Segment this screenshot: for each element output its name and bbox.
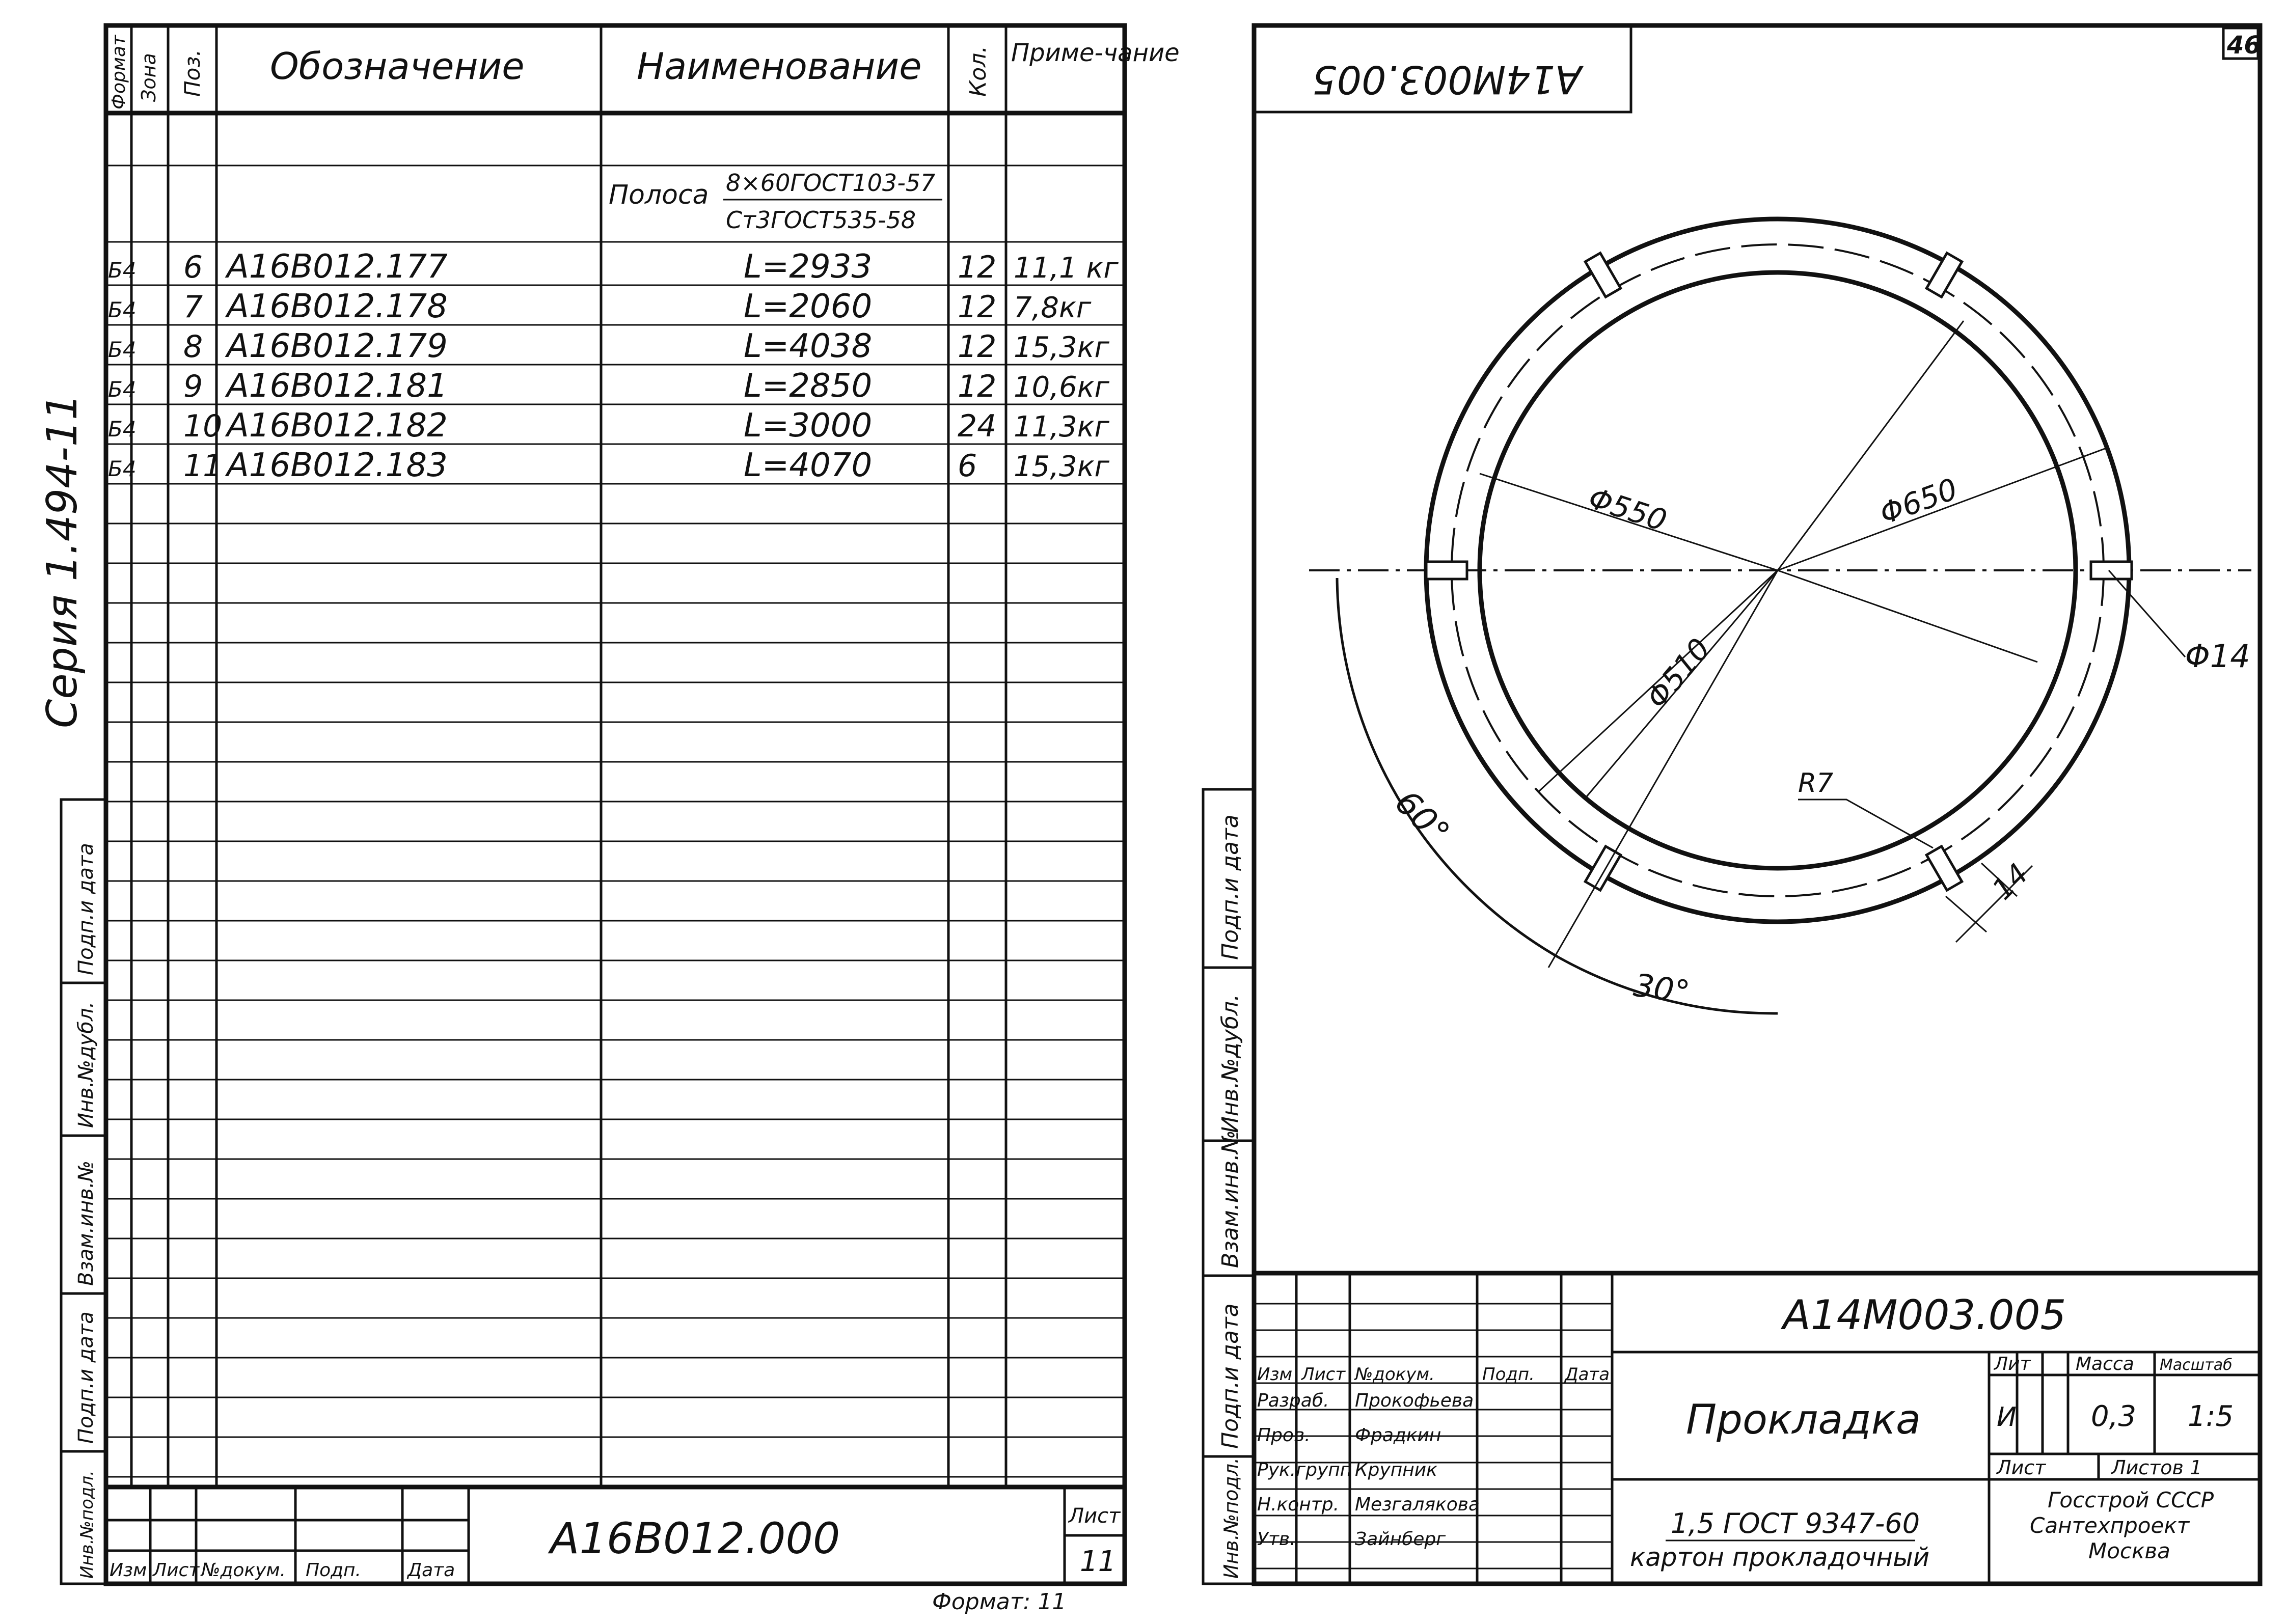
role-name: Крупник [1355,1460,1437,1480]
title-col-label: Дата [1565,1364,1610,1385]
header-pos: Поз. [180,49,205,97]
mass-value: 0,3 [2091,1400,2137,1433]
spec-cell-format: Б4 [108,337,137,362]
spec-cell-designation: А16В012.183 [227,447,448,484]
spec-rows [108,248,1119,484]
spec-cell-qty: 12 [958,289,997,325]
title-col-label: Изм [1257,1364,1293,1385]
spec-cell-format: Б4 [108,377,137,402]
title-col-label: №докум. [1355,1364,1435,1385]
material-denominator: Ст3ГОСТ535-58 [726,206,916,234]
spec-cell-pos: 9 [183,369,203,404]
left-title-block [106,1487,1125,1584]
spec-cell-note: 7,8кг [1014,291,1092,324]
title-col-label: Изм [110,1560,147,1581]
spec-cell-pos: 7 [183,289,203,325]
mirrored-code: А14М003.005 [1312,57,1582,102]
spec-cell-name: L=4038 [744,327,873,365]
right-side-stamp [1203,789,1254,1584]
role-name: Мезгалякова [1355,1494,1480,1515]
org-line: Сантехпроект [2030,1513,2190,1538]
spec-cell-name: L=4070 [744,447,873,484]
role-name: Прокофьева [1355,1390,1474,1411]
spec-cell-name: L=2850 [744,367,873,405]
spec-cell-note: 15,3кг [1014,331,1109,364]
spec-cell-pos: 8 [183,329,203,365]
arc-60 [1337,578,1559,957]
org-line: Госстрой СССР [2048,1488,2214,1512]
spec-cell-qty: 12 [958,329,997,365]
left-doc-number: А16В012.000 [550,1513,840,1563]
dim-14: 14 [1985,857,2035,906]
left-side-stamp [61,800,106,1584]
material-line-2: картон прокладочный [1630,1543,1930,1572]
dim-d14: Φ14 [2185,638,2250,675]
spec-cell-note: 10,6кг [1014,371,1109,404]
dim-14-ext [1946,896,1986,932]
side-stamp-label: Подп.и дата [1217,814,1243,960]
title-col-label: Дата [407,1560,455,1581]
material-cell [609,169,942,234]
title-col-label: №докум. [201,1560,286,1581]
spec-header [108,35,1180,109]
sheets-label: Листов 1 [2111,1456,2202,1479]
scale-value: 1:5 [2188,1400,2234,1433]
sheet-label: Лист [1997,1456,2046,1479]
spec-cell-designation: А16В012.178 [227,288,448,325]
spec-cell-pos: 11 [183,448,223,484]
spec-cell-qty: 12 [958,250,997,285]
spec-cell-format: Б4 [108,297,137,322]
spec-cell-designation: А16В012.177 [227,248,448,286]
header-name: Наименование [637,45,922,88]
side-stamp-label: Инв.№подл. [1220,1457,1242,1579]
spec-cell-note: 11,1 кг [1014,252,1119,285]
slots [1426,253,2132,890]
side-stamp-label: Взам.инв.№ [74,1160,98,1286]
scale-label: Масштаб [2160,1356,2233,1374]
role-label: Н.контр. [1257,1494,1340,1515]
material-prefix: Полоса [609,180,709,210]
header-qty: Кол. [965,45,991,97]
header-zone: Зона [138,53,160,102]
lit-label: Лит [1994,1354,2031,1374]
leader-r7 [1798,800,1933,848]
spec-cell-designation: А16В012.181 [227,367,448,405]
org-line: Москва [2088,1538,2170,1563]
side-stamp-label: Взам.инв.№ [1217,1130,1243,1268]
side-stamp-label: Подп.и дата [74,843,98,975]
dim-angle-30: 30° [1631,966,1692,1011]
page-number: 46 [2227,31,2261,60]
spec-cell-name: L=2933 [744,248,873,286]
spec-cell-format: Б4 [108,258,137,283]
leader-ext [1778,321,1964,570]
title-col-label: Подп. [306,1560,361,1581]
role-label: Разраб. [1257,1390,1329,1411]
side-stamp-label: Инв.№подл. [77,1470,97,1579]
side-stamp-label: Подп.и дата [74,1311,98,1444]
spec-cell-qty: 6 [958,448,977,484]
material-line-1: 1,5 ГОСТ 9347-60 [1671,1507,1920,1539]
gasket-drawing [1309,219,2251,1013]
role-label: Рук.групп [1257,1460,1352,1480]
spec-cell-qty: 24 [958,408,997,444]
side-stamp-label: Инв.№дубл. [1217,994,1243,1133]
lit-value: И [1997,1402,2017,1433]
spec-cell-name: L=3000 [744,407,873,445]
spec-cell-name: L=2060 [744,288,873,325]
dim-r7: R7 [1798,768,1834,799]
role-label: Утв. [1257,1529,1296,1550]
mass-label: Масса [2076,1354,2134,1374]
role-name: Зайнберг [1355,1529,1446,1550]
right-doc-number: А14М003.005 [1783,1291,2066,1339]
header-designation: Обозначение [270,45,525,88]
role-name: Фрадкин [1355,1425,1441,1446]
part-name: Прокладка [1686,1396,1921,1443]
right-sheet [1203,25,2261,1584]
series-label: Серия 1.494-11 [38,393,87,728]
spec-cell-qty: 12 [958,369,997,404]
left-sheet-label: Лист [1069,1504,1121,1528]
dim-d510: Φ510 [1639,631,1718,715]
spec-cell-note: 11,3кг [1014,410,1109,444]
header-note: Приме-чание [1011,39,1180,67]
spec-table-grid [106,25,1125,1487]
role-label: Пров. [1257,1425,1311,1446]
dim-d550: Φ550 [1584,480,1671,538]
spec-cell-note: 15,3кг [1014,450,1109,483]
side-stamp-label: Инв.№дубл. [74,1001,98,1128]
material-numerator: 8×60ГОСТ103-57 [726,169,936,197]
side-stamp-label: Подп.и дата [1217,1303,1243,1449]
right-title-block [1254,1273,2260,1584]
left-sheet [38,25,1180,1615]
spec-cell-format: Б4 [108,417,137,442]
spec-cell-format: Б4 [108,456,137,481]
title-col-label: Подп. [1482,1364,1535,1385]
header-format: Формат [108,35,129,109]
title-col-label: Лист [1301,1364,1346,1385]
spec-cell-designation: А16В012.179 [227,327,448,365]
dim-d650: Φ650 [1875,471,1962,532]
title-col-label: Лист [153,1560,200,1581]
spec-cell-pos: 10 [183,408,223,444]
format-caption: Формат: 11 [932,1589,1067,1615]
dim-angle-60: 60° [1387,782,1457,853]
leader-ext4 [1548,570,1778,968]
left-sheet-number: 11 [1080,1545,1117,1578]
leader-ext2 [1778,570,2037,662]
spec-cell-pos: 6 [183,250,203,285]
spec-cell-designation: А16В012.182 [227,407,448,445]
